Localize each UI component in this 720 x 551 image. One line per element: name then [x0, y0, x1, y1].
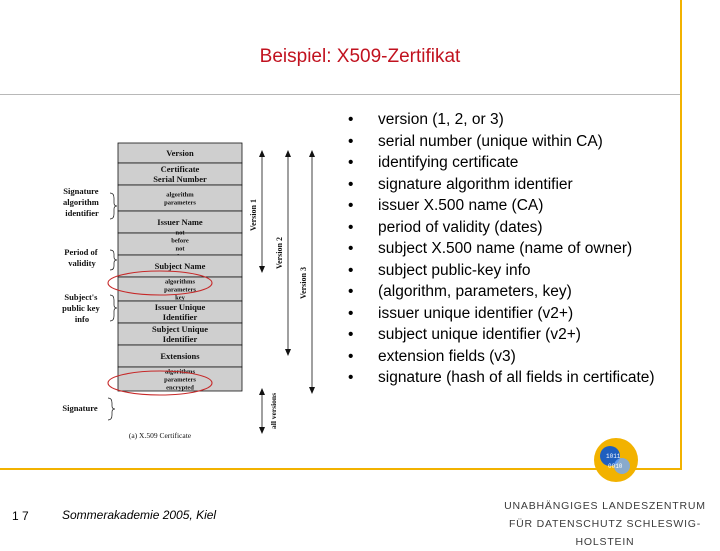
side-label-signature-algorithm	[63, 186, 101, 218]
svg-text:0010: 0010	[608, 463, 623, 470]
uld-logo-icon	[592, 436, 640, 484]
version-1-label: Version 1	[249, 199, 258, 231]
organization-line: UNABHÄNGIGES LANDESZENTRUM	[504, 500, 706, 512]
svg-text:1011: 1011	[606, 453, 621, 460]
bullet-icon: •	[348, 283, 354, 300]
list-item: • subject public-key info	[348, 261, 531, 279]
side-label-line: Signature	[63, 186, 99, 196]
side-label-signature: Signature	[62, 403, 98, 413]
side-label-line: algorithm	[62, 197, 99, 207]
bullet-icon: •	[348, 154, 354, 171]
certificate-field-label: algorithm parameters	[164, 191, 196, 207]
bullet-icon: •	[348, 132, 354, 150]
bullet-icon: •	[348, 326, 354, 343]
certificate-field-label: not before not	[171, 229, 189, 253]
list-item: • subject X.500 name (name of owner)	[348, 240, 633, 257]
x509-certificate-diagram	[50, 135, 335, 440]
bullet-icon: •	[348, 347, 354, 365]
list-item: • subject unique identifier (v2+)	[348, 326, 581, 343]
side-label-line: Period of	[64, 247, 98, 257]
list-item: • (algorithm, parameters, key)	[348, 283, 572, 300]
page-title: Beispiel: X509-Zertifikat	[259, 46, 461, 67]
organization-line: FÜR DATENSCHUTZ SCHLESWIG-HOLSTEIN	[508, 518, 702, 548]
bullet-icon: •	[348, 304, 354, 322]
side-label-period-of-validity	[64, 247, 99, 268]
bullet-icon: •	[348, 261, 354, 279]
bullet-icon: •	[348, 197, 354, 214]
list-item: • issuer unique identifier (v2+)	[348, 304, 574, 322]
certificate-field-label: Subject Unique Identifier	[152, 323, 208, 344]
certificate-field-label: Extensions	[160, 350, 200, 361]
list-item: • serial number (unique within CA)	[348, 132, 603, 150]
side-label-line: info	[74, 314, 90, 324]
certificate-field-label: Subject Name	[154, 260, 206, 271]
bullet-icon: •	[348, 111, 354, 128]
title-divider	[0, 94, 680, 95]
right-accent-rule	[680, 0, 682, 468]
bullet-icon: •	[348, 369, 354, 386]
certificate-field-label: algorithms parameters key	[164, 278, 196, 302]
bullet-icon: •	[348, 240, 354, 257]
list-item: • identifying certificate	[348, 154, 519, 171]
certificate-field-label: Issuer Unique Identifier	[154, 301, 206, 322]
certificate-field-label: algorithms parameters encrypted	[164, 368, 196, 392]
side-label-line: validity	[68, 258, 96, 268]
list-item: • version (1, 2, or 3)	[348, 111, 504, 128]
version-3-label: Version 3	[299, 267, 308, 299]
list-item: • signature (hash of all fields in certificate)	[348, 369, 655, 386]
bullet-icon: •	[348, 218, 354, 236]
footer-event: Sommerakademie 2005, Kiel	[62, 508, 217, 522]
side-label-line: identifier	[65, 208, 99, 218]
side-label-line: Subject's	[64, 292, 98, 302]
side-label-line: public key	[62, 303, 100, 313]
field-list	[348, 112, 678, 392]
organization-name	[490, 497, 720, 551]
all-versions-label: all versions	[269, 392, 278, 430]
list-item: • issuer X.500 name (CA)	[348, 197, 544, 214]
side-label-public-key-info	[62, 292, 102, 324]
certificate-field-label: Certificate Serial Number	[153, 163, 207, 184]
figure-caption: (a) X.509 Certificate	[128, 431, 192, 440]
bottom-accent-rule	[0, 468, 682, 470]
list-item: • extension fields (v3)	[348, 347, 516, 365]
page-number: 1 7	[12, 509, 29, 523]
bullet-icon: •	[348, 175, 354, 193]
certificate-field-label: Version	[166, 147, 194, 158]
list-item: • period of validity (dates)	[348, 218, 543, 236]
list-item: • signature algorithm identifier	[348, 175, 573, 193]
certificate-field-label: Issuer Name	[157, 216, 203, 227]
version-2-label: Version 2	[275, 237, 284, 269]
